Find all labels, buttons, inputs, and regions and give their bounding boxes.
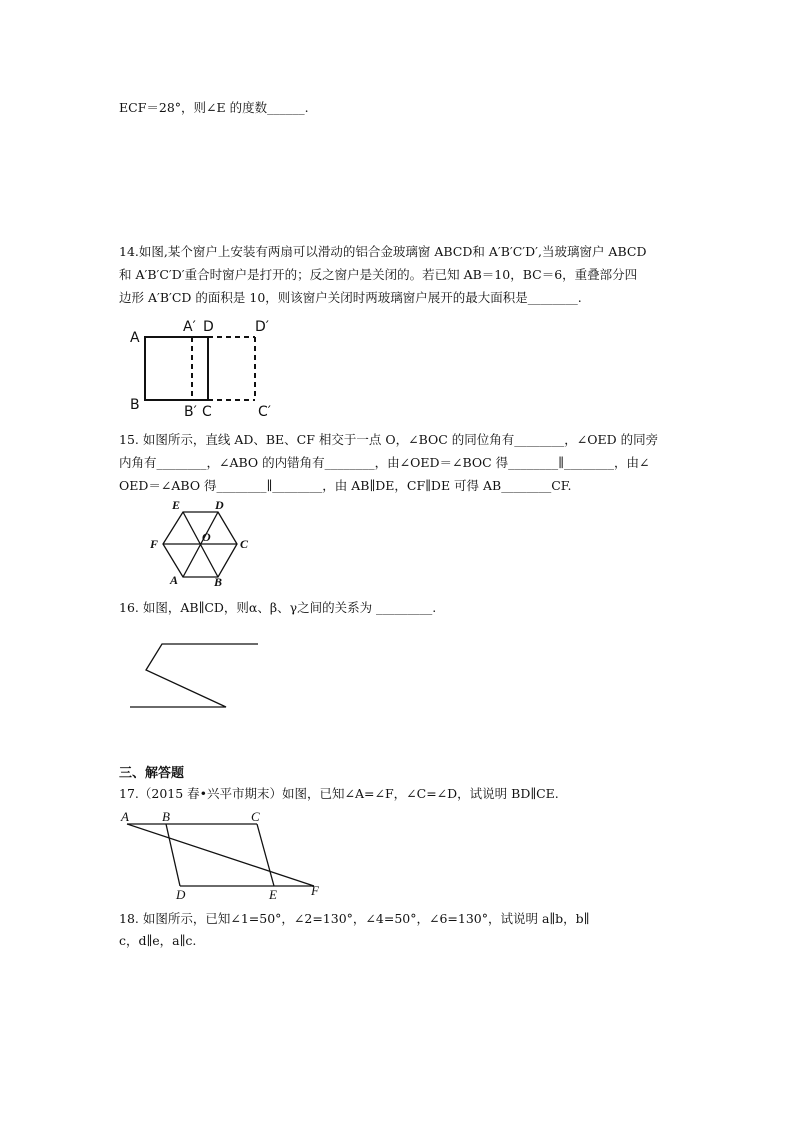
label-C-prime: C′ (258, 404, 271, 420)
label-D: D (176, 887, 186, 902)
label-C: C (240, 537, 249, 551)
q13-tail-text: ECF＝28°，则∠E 的度数______. (119, 100, 309, 115)
label-B: B (162, 809, 170, 824)
label-B: B (214, 575, 223, 589)
segment-CE (257, 824, 274, 886)
label-A: A (130, 330, 140, 346)
label-B-prime: B′ (184, 404, 197, 420)
label-A-prime: A′ (183, 319, 196, 335)
label-F: F (150, 537, 159, 551)
label-O: O (202, 530, 211, 544)
label-A: A (170, 573, 179, 587)
section-heading: 三、解答题 (119, 766, 185, 781)
q14-line3: 边形 A′B′CD 的面积是 10，则该窗户关闭时两玻璃窗户展开的最大面积是________. (119, 290, 582, 305)
q16-line1: 16. 如图，AB∥CD，则α、β、γ之间的关系为 _________. (119, 600, 437, 615)
label-D-prime: D′ (255, 319, 269, 335)
label-F: F (311, 883, 319, 898)
label-D: D (203, 319, 214, 335)
q18-line2: c，d∥e，a∥c. (119, 933, 197, 948)
label-E: E (172, 498, 181, 512)
q17-line1: 17.（2015 春•兴平市期末）如图，已知∠A=∠F，∠C=∠D，试说明 BD∥CE. (119, 786, 559, 801)
q15-line1: 15. 如图所示，直线 AD、BE、CF 相交于一点 O，∠BOC 的同位角有________，∠OED 的同旁 (119, 432, 659, 447)
label-A: A (121, 809, 129, 824)
q14-line1: 14.如图,某个窗户上安装有两扇可以滑动的铝合金玻璃窗 ABCD和 A′B′C′D′,当玻璃窗户 ABCD (119, 244, 647, 259)
label-E: E (269, 887, 277, 902)
q15-line2: 内角有________，∠ABO 的内错角有________，由∠OED＝∠BOC 得________∥________，由∠ (119, 455, 650, 470)
label-D: D (215, 498, 224, 512)
q15-line3: OED＝∠ABO 得________∥________，由 AB∥DE，CF∥DE 可得 AB________CF. (119, 478, 572, 493)
q14-line2: 和 A′B′C′D′重合时窗户是打开的；反之窗户是关闭的。若已知 AB＝10，BC＝6，重叠部分四 (119, 267, 638, 282)
segment-AF (127, 824, 314, 886)
q18-line1: 18. 如图所示，已知∠1=50°，∠2=130°，∠4=50°，∠6=130°，试说明 a∥b，b∥ (119, 911, 590, 926)
label-C: C (251, 809, 260, 824)
segment-BD (166, 824, 180, 886)
label-B: B (130, 397, 140, 413)
label-C: C (202, 404, 212, 420)
